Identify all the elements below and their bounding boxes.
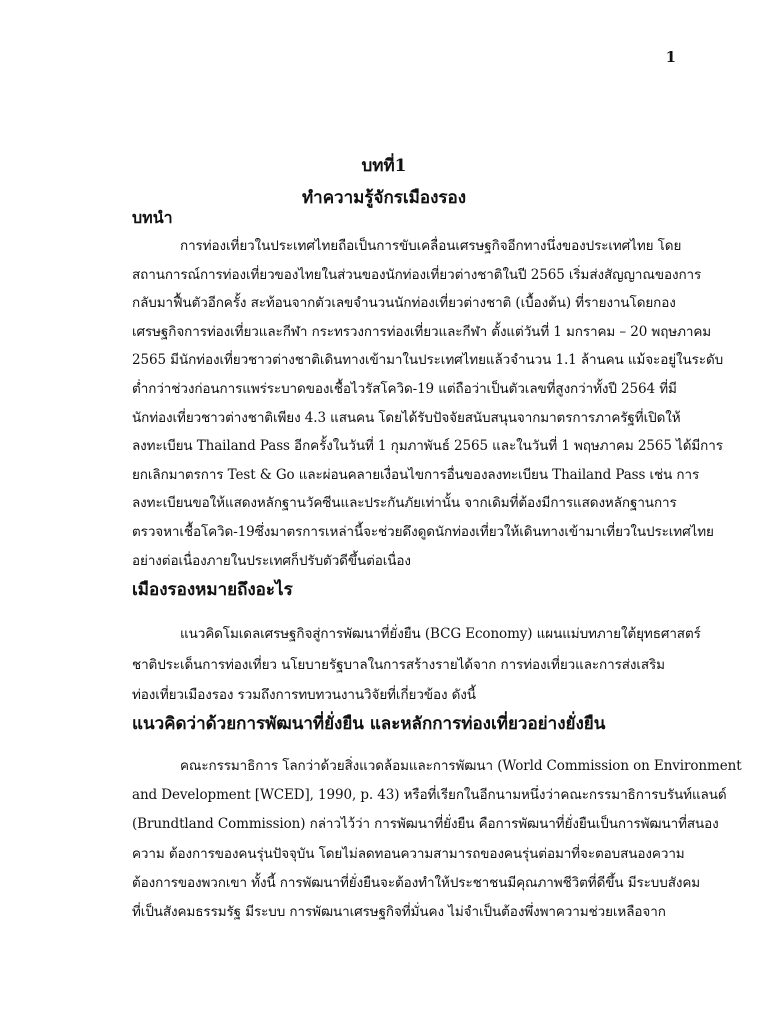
paragraph-line: ลงทะเบียนขอให้แสดงหลักฐานวัคซีนและประกันภัยเท่านั้น จากเดิมที่ต้องมีการแสดงหลักฐานการ — [132, 495, 677, 512]
paragraph-line: การท่องเที่ยวในประเทศไทยถือเป็นการขับเคลื่อนเศรษฐกิจอีกทางนึ่งของประเทศไทย โดย — [180, 238, 682, 254]
page-number: 1 — [665, 48, 676, 66]
chapter-label: บทที่1 — [361, 156, 407, 176]
paragraph-line: นักท่องเที่ยวชาวต่างชาติเพียง 4.3 แสนคน โดยได้รับปัจจัยสนับสนุนจากมาตรการภาครัฐที่เปิดให้ — [132, 409, 681, 426]
sustainable-heading: แนวคิดว่าด้วยการพัฒนาที่ยั่งยืน และหลักการท่องเที่ยวอย่างยั่งยืน — [132, 714, 606, 734]
paragraph-line: สถานการณ์การท่องเที่ยวของไทยในส่วนของนักท่องเที่ยวต่างชาติในปี 2565 เริ่มส่งสัญญาณของการ — [132, 266, 702, 283]
chapter-title: ทำความรู้จักรเมืองรอง — [301, 188, 467, 208]
paragraph-line: ลงทะเบียน Thailand Pass อีกครั้งในวันที่ 1 กุมภาพันธ์ 2565 และในวันที่ 1 พฤษภาคม 2565 ได้มีการ — [132, 438, 723, 455]
paragraph-line: 2565 มีนักท่องเที่ยวชาวต่างชาติเดินทางเข้ามาในประเทศไทยแล้วจำนวน 1.1 ล้านคน แม้จะอยู่ในระดับ — [132, 352, 724, 369]
paragraph-line: ตรวจหาเชื้อโควิด-19ซึ่งมาตรการเหล่านี้จะช่วยดึงดูดนักท่องเที่ยวให้เดินทางเข้ามาเที่ยวในประเทศไทย — [132, 523, 714, 540]
paragraph-line: ยกเลิกมาตรการ Test & Go และผ่อนคลายเงื่อนไขการอื่นของลงทะเบียน Thailand Pass เช่น การ — [132, 466, 700, 483]
paragraph-line: ที่เป็นสังคมธรรมรัฐ มีระบบ การพัฒนาเศรษฐกิจที่มั่นคง ไม่จำเป็นต้องพึ่งพาความช่วยเหลือจาก — [132, 904, 666, 921]
paragraph-line: คณะกรรมาธิการ โลกว่าด้วยสิ่งแวดล้อมและการพัฒนา (World Commission on Environment — [180, 758, 742, 774]
paragraph-line: ท่องเที่ยวเมืองรอง รวมถึงการทบทวนงานวิจัยที่เกี่ยวข้อง ดังนี้ — [132, 687, 476, 703]
paragraph-line: อย่างต่อเนื่องภายในประเทศก็ปรับตัวดีขึ้นต่อเนื่อง — [132, 552, 411, 569]
sustainable-paragraph — [132, 752, 742, 927]
paragraph-line: ต่ำกว่าช่วงก่อนการแพร่ระบาดของเชื้อไวรัสโควิด-19 แต่ถือว่าเป็นตัวเลขที่สูงกว่าทั้งปี 2564 ที่มี — [132, 380, 677, 397]
intro-heading: บทนำ — [132, 208, 173, 227]
paragraph-line: ต้องการของพวกเขา ทั้งนี้ การพัฒนาที่ยั่งยืนจะต้องทำให้ประชาชนมีคุณภาพชีวิตที่ดีขึ้น มีระบบสังคม — [132, 874, 701, 891]
paragraph-line: เศรษฐกิจการท่องเที่ยวและกีฬา กระทรวงการท่องเที่ยวและกีฬา ตั้งแต่วันที่ 1 มกราคม – 20 พฤษภาคม — [132, 323, 712, 340]
paragraph-line: and Development [WCED], 1990, p. 43) หรือที่เรียกในอีกนามหนึ่งว่าคณะกรรมาธิการบรันท์แลนด์ — [132, 787, 727, 804]
chapter-header — [0, 150, 768, 214]
paragraph-line: กลับมาฟื้นตัวอีกครั้ง สะท้อนจากตัวเลขจำนวนนักท่องเที่ยวต่างชาติ (เบื้องต้น) ที่รายงานโดยกอง — [132, 295, 676, 312]
secondary-cities-heading: เมืองรองหมายถึงอะไร — [132, 580, 293, 600]
intro-paragraph — [132, 232, 724, 575]
paragraph-line: (Brundtland Commission) กล่าวไว้ว่า การพัฒนาที่ยั่งยืน คือการพัฒนาที่ยั่งยืนเป็นการพัฒนาที่สนอง — [132, 816, 719, 833]
paragraph-line: ความ ต้องการของคนรุ่นปัจจุบัน โดยไม่ลดทอนความสามารถของคนรุ่นต่อมาที่จะตอบสนองความ — [132, 845, 685, 862]
paragraph-line: ชาติประเด็นการท่องเที่ยว นโยบายรัฐบาลในการสร้างรายได้จาก การท่องเที่ยวและการส่งเสริม — [132, 656, 665, 673]
secondary-cities-paragraph — [132, 619, 701, 711]
paragraph-line: แนวคิดโมเดลเศรษฐกิจสู่การพัฒนาที่ยั่งยืน (BCG Economy) แผนแม่บทภายใต้ยุทธศาสตร์ — [180, 626, 701, 642]
